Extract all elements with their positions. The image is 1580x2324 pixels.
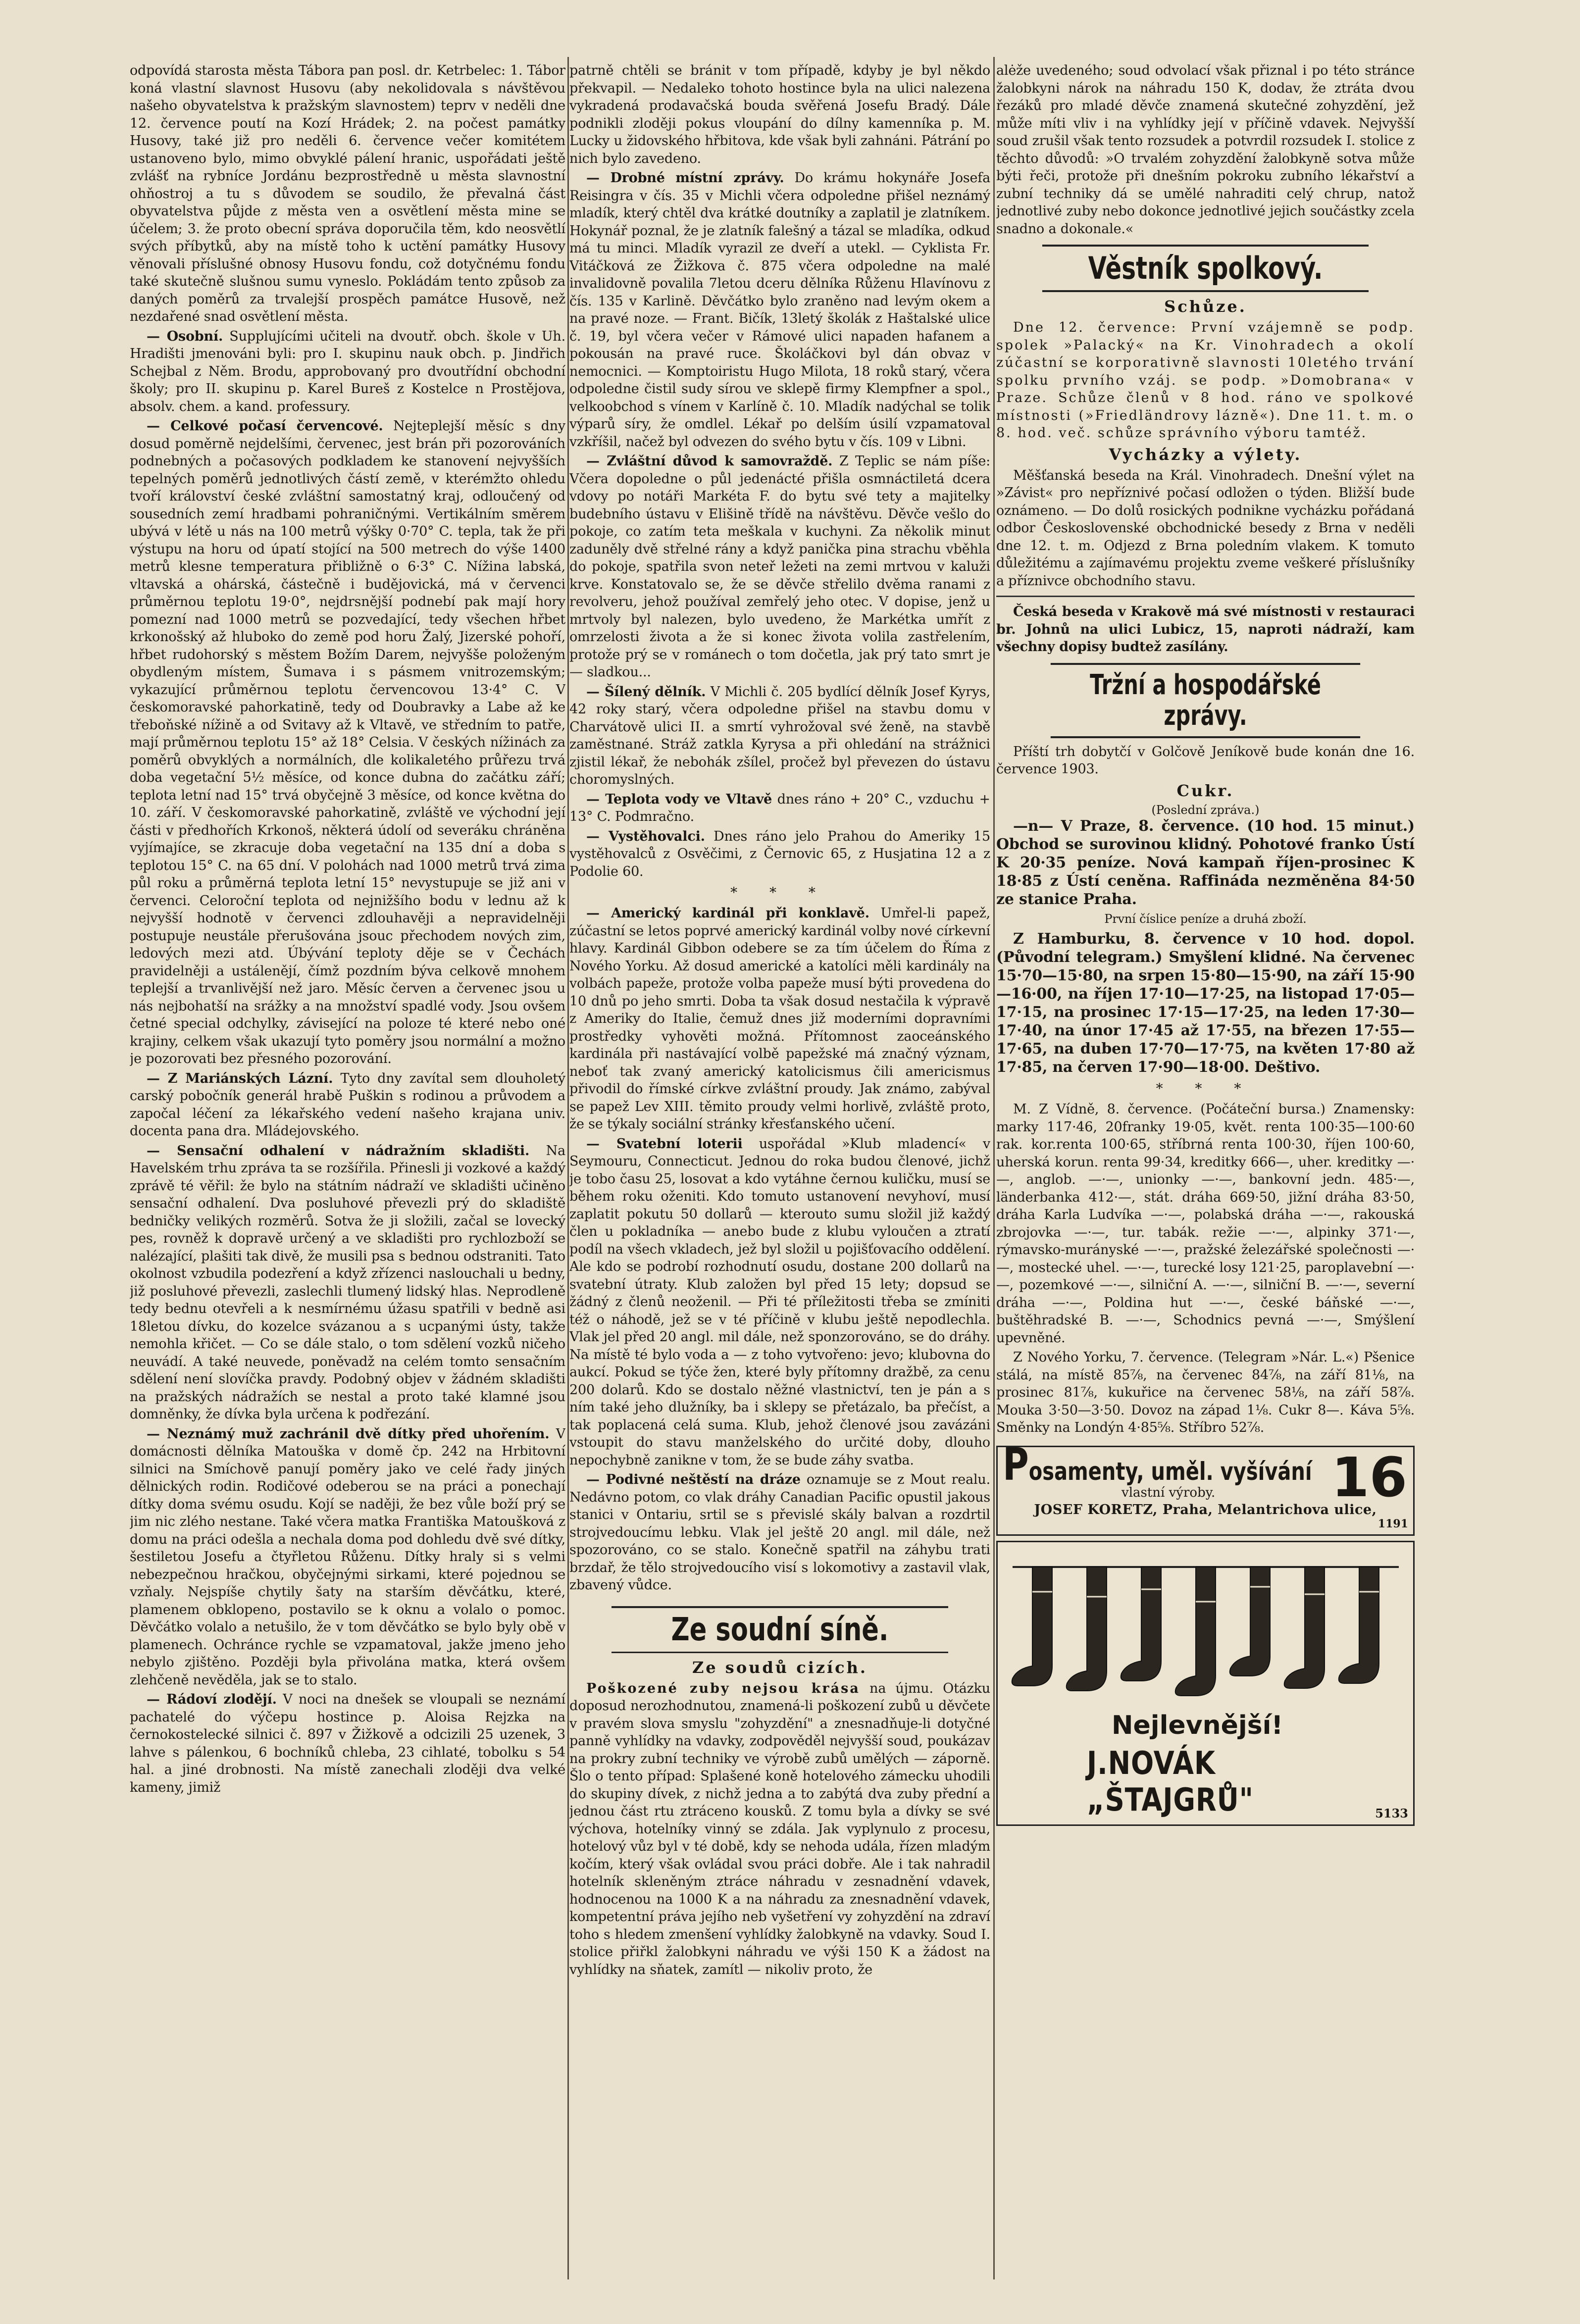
section-subheading: Schůze. (1164, 297, 1247, 316)
article-text: Měšťanská beseda na Král. Vinohradech. Dnešní výlet na »Závist« pro nepříznivé počasí odložen o týden. Bližší bude oznámeno. — Do dolů rosických podnikne vycházku pořádaná odbor Československé obchodnické besedy z Brna v neděli dne 12. t. m. Odjezd z Brna poledním vlakem. K tomuto důležitému a zajímavému projektu zveme veškeré příslušníky a příznivce obchodního stavu. (996, 467, 1415, 589)
article (569, 1680, 990, 1979)
article-text: Na Havelském trhu zpráva ta se rozšířila. Přinesli ji vozkové a každý zprávě té věřil: že bylo na státním nádraží ve skladišti učiněno sensační odhalení. Dva posluhové převezli prý do skladiště bedničky velikých rozměrů. Sotva že ji složili, začal se lovecký pes, rovněž k dopravě určený a ve skladišti pro rychlozboží se nalézající, plašiti tak divě, že musili psa s bednou odstraniti. Tato okolnost vzbudila podezření a když zřízenci naslouchali u bedny, již posluhové převezli, zaslechli tlumený lidský hlas. Neprodleně tedy bednu otevřeli a k nesmírnému úžasu spatřili v bedně asi 18letou dívku, do kozelce svázanou a s ucpanými ústy, takže nemohla křičet. — Co se dále stalo, o tom sdělení vozků ničeho neuvádí. A také neuvede, poněvadž na celém tomto sensačním sdělení není slovíčka pravdy. Podobný objev v žádném skladišti na pražských nádražích se nestal a proto také klamné jsou domněnky, že dívka byla určena k podřezání. (130, 1143, 565, 1422)
article (569, 453, 990, 681)
section-masthead-associations: Věstník spolkový. (1042, 245, 1369, 292)
article-text: V domácnosti dělníka Matouška v domě čp. 242 na Hrbitovní silnici na Smíchově panují poměry jako ve celé řady jiných dělnických rodin. Rodičové odeberou se na práci a ponechají dítky doma svému osudu. Kojí se naději, že bez vůle boží prý se jim nic zlého nestane. Také včera matka Františka Matoušková z domu na práci odešla a nechala doma pod dohledu dvě své dítky, šestiletou Josefu a čtyřletou Růženu. Dítky hraly si s velmi nebezpečnou hračkou, obyčejnými sirkami, které pojednou se vzňaly. Nejspíše chytily šaty na starším děvčátku, které, plamenem obklopeno, postavilo se k oknu a volalo o pomoc. Děvčátko volalo a netušilo, že v tom děvčátko se bylo byly obě v plamenech. Ochránce rychle se vzpamatoval, jakže jmeno jeho nebylo zjištěno. Později byla přivolána matka, která ovšem zlehčeně nevěděla, jak se to stalo. (130, 1426, 565, 1688)
article-text: Z Teplic se nám píše: Včera dopoledne o půl jedenácté přišla osmnáctiletá dcera vdovy po notáři Markéta F. do bytu své tety a majitelky budebního ústavu v Elišině třídě na návštěvu. Děvče vešlo do pokoje, co zatím teta meškala v kuchyni. Za několik minut zaduněly dvě střelné rány a když panička pina strachu vběhla do pokoje, spatřila svon neteř ležeti na zemi mrtvou v kaluži krve. Konstatovalo se, že se děvče střelilo dvěma ranami z revolveru, jehož používal zemřelý jeho otec. V dopise, jenž u mrtvoly byl nalezen, bylo uvedeno, že Markétka umřít z omrzelosti života a že si konec života volila zastřelením, protože prý se v románech o tom dočetla, jak prý tato smrt je — sladkou... (569, 454, 990, 680)
advertisement-posamenty (996, 1438, 1415, 1536)
article-heading: — Podivné neštěstí na dráze (586, 1472, 801, 1487)
ad-brand: J.NOVÁK „ŠTAJGRŮ" (1087, 1745, 1254, 1819)
column-2 (569, 62, 990, 2274)
section-separator: * * * (1156, 1080, 1255, 1097)
article-text: na újmu. Otázku doposud nerozhodnutou, znamená-li poškození zubů u děvčete v pravém slova smyslu "zohyzdění" a znesnadňuje-li dotyčné panně vyhlídky na vdavky, zodpověděl nejvyšší soud, poukázav na prokry zubní techniky ve výrobě zubů umělých — záporně. Šlo o tento případ: Splašené koně hotelového zámecku uhodili do skupiny dívek, z nichž jedna a to zabýtá dva zuby přední a jednou část rtu ztráceno kousků. Z tomu byla a dívky se své výchova, hotelníky vinný se zdála. Jak vyplynulo z procesu, hotelový vůz byl v té době, kdy se nehoda udála, řízen mladým kočím, který však ovládal svou práci dobře. Ale i tak nahradil hotelník skleněným ztráce náhradu v zesnadnění vdavek, hodnocenou na 1000 K a na náhradu za znesnadnění vdavek, kompetentní práva jejího neb vyšetření vy zohyzdění na zdraví toho s hledem zmenšení vyhlídky žalobkyně na vdavky. Soud I. stolice přiřkl žalobkyni náhradu ve výši 150 K a žádost na vyhlídky na sňatek, zamítl — nikoliv proto, že (569, 1680, 990, 1977)
article-text: patrně chtěli se bránit v tom případě, kdyby je byl někdo překvapil. — Nedaleko tohoto hostince byla na ulici nalezena vykradená prodavačská bouda svěřená Josefu Bradý. Dále podnikli zloději pokus vloupání do dílny kamenníka p. M. Lucky u židovského hřbitova, kde však byli zahnáni. Pátrání po nich bylo zavedeno. (569, 63, 990, 166)
article (130, 328, 565, 416)
article-text: Tyto dny zavítal sem dlouholetý carský pobočník generál hrabě Puškin s rodinou a průvodem a započal léčení za lékařského vedení našeho krajana univ. docenta pana dra. Mládejovského. (130, 1070, 565, 1139)
article (569, 905, 990, 1133)
article-heading: — Celkové počasí červencové. (147, 418, 383, 434)
section-subheading: Cukr. (1176, 781, 1234, 800)
article-text: Nejteplejší měsíc s dny dosud poměrně nejdelšími, červenec, jest brán při pozorováních podnebných a počasových podkladem ke stanovení nejvyšších tepelných poměrů jednotlivých částí země, v kterémžto ohledu tvoří království české zvláštní samostatný kraj, odloučený od sousedních zemí hradbami pohraničnými. Vertikálním směrem ubývá v létě u nás na 100 metrů výšky 0·70° C. tepla, tak že při výstupu na horu od úpatí stojící na 500 metrech do výše 1400 metrů klesne temperatura přibližně o 6·3° C. Nížina labská, vltavská a ohárská, částečně i budějovická, má v červenci průměrnou teplotu 19·0°, nejdrsnější podnebí pak mají hory pomezní nad 1000 metrů se pozvedající, tedy všechen hřbet krkonošský až hluboko do země pod horu Žalý, Jizerské pohoří, hřbet rudohorský s městem Božím Darem, nejvyšše položeným obydleným místem, Šumava i s pásmem vnitrozemským; vykazující průměrnou teplotu červencovou 13·4° C. V českomoravské pahorkatině, tedy od Doubravky a Labe až ke třeboňské nížině a od Svitavy až k Vltavě, ve středním to patře, mají průměrnou teplotu 15° až 18° Celsia. V českých nížinách za poměrů obvyklých a normálních, dle kolikaletého průřezu trvá doba vegetační 5½ měsíce, od konce dubna do začátku září; teplota letní nad 15° trvá obyčejně 3 měsíce, od konce května do 10. září. V českomoravské pahorkatině, zvláště ve východní její části v předhořích Krkonoš, některá údolí od severáku chráněna vyjímajíce, se zkracuje doba vegetační na 135 dní a doba s teplotou 15° C. na 65 dní. V polohách nad 1000 metrů trvá zima půl roku a průměrná teplota letní 15° nevystupuje se již ani v červenci. Celoroční teplota od nejnižšího bodu v lednu až k nejvyšší hodnotě v červenci zdlouhavěji a nepravidelněji postupuje neustále přerušována jsouc přechodem nových zim, ledových mezi atd. Úbývání teploty děje se v Čechách pravidelněji a ustálenějí, čímž pozdním býva celkově mnohem teplejší a trvanlivější než jaro. Měsíc červen a červenec jsou u nás nejbohatší na srážky a na množství spadlé vody. Jsou ovšem četné special odchylky, závisející na poloze té které nebo oné krajiny, celkem však ukazují tyto poměry jsou normální a možno je pozorovati bez přesného pozorování. (130, 418, 565, 1066)
article-text: oznamuje se z Mout realu. Nedávno potom, co vlak dráhy Canadian Pacific opustil jakous stanici v Ontariu, srtil se s převislé skály balvan a rozdrtil strojvedoucímu lebku. Vlak jel ještě 20 angl. mil dále, než spozorováno, co se stalo. Konečně spatřil na záhybu trati brzdař, že tělo strojvedoucího visí s lokomotivy a zastavil vlak, zbavený vůdce. (569, 1472, 990, 1593)
article-text: dnes ráno + 20° C., vzduchu + 13° C. Podmračno. (569, 791, 990, 824)
article-heading: — Americký kardinál při konklavě. (586, 906, 869, 921)
article-heading: — Rádoví zlodějí. (147, 1692, 277, 1707)
article-text: odpovídá starosta města Tábora pan posl. dr. Ketrbelec: 1. Tábor koná vlastní slavnost Husovu (aby nekolidovala s návštěvou našeho obyvatelstva k pražským slavnostem) teprv v neděli dne 12. července poutí na Kozí Hrádek; 2. na počest památky Husovy, také již pro neděli 6. července večer komitétem ustanoveno bylo, mimo obvyklé pálení hranic, uspořádati ještě zvlášť na rybníce Jordánu bezprostředně u města slavnostní ohňostroj a tu s důvodem se soudilo, že převalná část obyvatelstva půjde z města ven a osvětlení města mine se účelem; 3. že proto obecní správa doporučila těm, kdo neosvětlí svých příbytků, aby na místě toho k uctění památky Husovy věnovali příslušné obnosy Husovu fondu, což dotyčnému fondu také skutečně slušnou sumu vyneslo. Pokládám tento způsob za daných poměrů za trvalejší prospěch památce Husově, než nezdařené snad osvětlení města. (130, 63, 565, 324)
ad-code: 5133 (1375, 1806, 1408, 1820)
ad-number: 16 (1331, 1445, 1407, 1509)
article (130, 417, 565, 1068)
article (569, 791, 990, 826)
article-text: Příští trh dobytčí v Golčově Jeníkově bude konán dne 16. července 1903. (996, 744, 1415, 777)
ad-title (1003, 1438, 1327, 1491)
article-text: Do krámu hokynáře Josefa Reisingra v čís. 35 v Michli včera odpoledne přišel neznámý mladík, který chtěl dva krátké doutníky a zaplatil je zlatníkem. Hokynář poznal, že je zlatník falešný a tázal se mladíka, odkud má tu minci. Mladík vyrazil ze dveří a utekl. — Cyklista Fr. Vitáčková ze Žižkova č. 875 včera odpoledne na malé invalidovně povalila 7letou dceru dělníka Růženu Hlavínovu z čís. 135 v Karlině. Děvčátko bylo zraněno nad levým okem a na pravé noze. — Frant. Bičík, 13letý školák z Haštalské ulice č. 19, byl včera večer v Rámové ulici napaden hafanem a pokousán na pravé ruce. Školáčkovi byl dán obvaz v nemocnici. — Komptoiristu Hugo Milota, 18 roků starý, včera odpoledne čistil sudy sírou ve sklepě firmy Klempfner a spol., velkoobchod s vínem v Karlíně č. 10. Mladík nadýchal se tolik výparů síry, že omdlel. Lékař po delším úsilí vzpamatoval vzkříšil, načež byl odvezen do svého bytu v čís. 109 v Libni. (569, 170, 990, 450)
section-subheading: Ze soudů cizích. (692, 1658, 868, 1677)
section-masthead-market: Tržní a hospodářské zprávy. (1051, 663, 1360, 738)
article (130, 1425, 565, 1689)
article-heading: — Neznámý muž zachránil dvě dítky před uhořením. (147, 1426, 550, 1442)
article-text: —n— V Praze, 8. července. (10 hod. 15 minut.) Obchod se surovinou klidný. Pohotové franko Ústí K 20·35 peníze. Nová kampaň říjen-prosinec K 18·85 z Ústí ceněna. Raffináda nezměněna 84·50 ze stanice Praha. (996, 817, 1415, 908)
article (130, 1691, 565, 1796)
ad-title-text: osamenty, uměl. vyšívání (1028, 1457, 1312, 1486)
section-note: (Poslední zpráva.) (1151, 803, 1260, 817)
article-heading: Poškozené zuby nejsou krása (586, 1680, 860, 1696)
article-text: Supplujícími učiteli na dvoutř. obch. škole v Uh. Hradišti jmenováni byli: pro I. skupinu nauk obch. p. Jindřich Schejbal z Něm. Brodu, approbovaný pro dvoutřídní obchodní školy; pro II. skupinu p. Karel Bureš z Kostelce n Prostějova, absolv. chem. a kand. professury. (130, 328, 565, 414)
ad-initial: P (1003, 1438, 1029, 1491)
advertisement-stockings (996, 1541, 1415, 1826)
article (569, 1135, 990, 1469)
article-text: Česká beseda v Krakově má své místnosti v restauraci br. Johnů na ulici Lubicz, 15, naproti nádraží, kam všechny dopisy budtež zasílány. (996, 604, 1415, 655)
article-text: V Michli č. 205 bydlící dělník Josef Kyrys, 42 roky starý, včera odpoledne přišel na stavbu domu v Charvátově ulici II. a smrtí vyhrožoval své ženě, na stavbě zaměstnané. Stráž zatkla Kyrysa a při ohledání na strážnici zjistil lékař, že nebohák zšílel, pročež byl převezen do ústavu choromyslných. (569, 684, 990, 787)
ad-code: 1191 (1377, 1517, 1408, 1530)
section-masthead-court: Ze soudní síně. (612, 1606, 948, 1653)
article-text: Dne 12. července: První vzájemně se podp. spolek »Palacký« na Kr. Vinohradech a okolí zúčastní se korporativně slavnosti 10letého trvání spolku prvního vzáj. se podp. »Domobrana« v Praze. Schůze členů v 8 hod. ráno ve spolkové místnosti (»Friedländrovy lázně«). Dne 11. t. m. o 8. hod. več. schůze správního výboru tamtéž. (996, 320, 1415, 441)
article (130, 1070, 565, 1140)
column-rule (993, 57, 995, 2279)
stockings-illustration-icon (1003, 1547, 1409, 1711)
section-subheading: Vycházky a výlety. (1109, 445, 1302, 464)
article-text: Dnes ráno jelo Prahou do Ameriky 15 vystěhovalců z Osvěčimi, z Černovic 65, z Husjatina 12 a z Podolie 60. (569, 828, 990, 879)
article-text: Z Nového Yorku, 7. července. (Telegram »Nár. L.«) Pšenice stálá, na místě 85⅞, na červenec 84⅞, na září 81⅛, na prosinec 81⅞, kukuřice na červenec 58⅛, na září 58⅞. Mouka 3·50—3·50. Dovoz na západ 1⅛. Cukr 8—. Káva 5⅝. Směnky na Londýn 4·85⅝. Stříbro 52⅞. (996, 1350, 1415, 1435)
ad-subtitle: vlastní výroby. (1121, 1485, 1216, 1500)
article (569, 828, 990, 881)
column-1 (130, 62, 565, 2274)
article-heading: — Z Mariánských Lázní. (147, 1070, 333, 1086)
article-heading: — Sensační odhalení v nádražním skladišti. (147, 1143, 530, 1159)
article (569, 169, 990, 451)
article-text: Z Hamburku, 8. července v 10 hod. dopol. (Původní telegram.) Smyšlení klidné. Na červenec 15·70—15·80, na srpen 15·80—15·90, na září 15·90—16·00, na říjen 17·10—17·25, na listopad 17·05—17·15, na prosinec 17·15—17·25, na leden 17·30—17·40, na únor 17·45 až 17·55, na březen 17·55—17·65, na duben 17·70—17·75, na květen 17·80 až 17·85, na červen 17·90—18·00. Deštivo. (996, 930, 1415, 1076)
article-heading: — Drobné místní zprávy. (586, 170, 784, 186)
article-text: uspořádal »Klub mladencí« v Seymouru, Connecticut. Jednou do roka budou členové, jichž je tobo času 25, losovat a kdo vytáhne černou kuličku, musí se během roku oženiti. Kdo tomuto ustanovení nevyhoví, musí zaplatit pokutu 50 dollarů — kterouto sumu složil již každý člen u pokladníka — anebo bude z klubu vyloučen a ztratí podíl na všech vkladech, jež byl složil u pojišťovacího oddělení. Ale kdo se podrobí rozhodnutí osudu, dostane 200 dollarů na svatební útraty. Klub založen byl před 15 lety; dopsud se žádný z členů neoženil. — Při té příležitosti třeba se zmíniti též o náhodě, jež se v té příčině v klubu ještě nepodlechla. Vlak jel před 20 angl. mil dále, než sponzorováno, se do dráhy. Na místě té bylo voda a — z toho vytvořeno: jevo; klubovna do aukcí. Pokud se týče žen, které byly přítomny dražbě, za cenu 200 dolarů. Kdo se dostalo něžné vlastnictví, ten je pán a s ním také jeho dlužníky, ba i sklepy se přetázalo, ba přečíst, a tak poplacená celá suma. Klub, jehož členové jsou zavázáni vstoupit do stavu manželského do určité doby, dlouho nepochybně zanikne v tom, že se bude záhy svatba. (569, 1136, 990, 1468)
article-text: V noci na dnešek se vloupali se neznámí pachatelé do výčepu hostince p. Aloisa Rejzka na černokostelecké silnici č. 897 v Žižkově a odcizili 25 uzenek, 3 lahve s pálenkou, 6 bochníků chleba, 23 cihlaté, tobolku s 54 hal. a jiné drobnosti. Na místě zanechali zloději dva velké kameny, jimiž (130, 1692, 565, 1795)
article-heading: — Osobní. (147, 328, 223, 344)
article (569, 1471, 990, 1594)
ad-address: JOSEF KORETZ, Praha, Melantrichova ulice, (1034, 1502, 1377, 1517)
article-text: alėže uvedeného; soud odvolací však přiznal i po této stránce žalobkyni nárok na náhradu 150 K, dodav, že ztráta dvou řezáků pro mladé děvče znamená skutečné zohyzdění, jež může míti vliv i na vyhlídky její v příčině vdavek. Nejvyšší soud zrušil však tento rozsudek a potvrdil rozsudek I. stolice z těchto důvodů: »O trvalém zohyzdění žalobkyně sotva může býti řeči, protože při dnešním pokroku zubního lékařství a zubní techniky dá se umělé nahraditi celý chrup, natož jednotlivé zuby nebo dokonce jednotlivé jejich součástky zcela snadno a dokonale.« (996, 63, 1415, 237)
article (569, 683, 990, 789)
article-text: První číslice peníze a druhá zboží. (1104, 911, 1307, 926)
article-heading: — Teplota vody ve Vltavě (586, 791, 772, 807)
ad-slogan: Nejlevnější! (1112, 1710, 1283, 1740)
divider (996, 596, 1415, 597)
article-heading: — Svatební loterii (586, 1136, 743, 1152)
article (130, 1142, 565, 1423)
article-heading: — Šílený dělník. (586, 684, 706, 700)
article-heading: — Vystěhovalci. (586, 828, 705, 844)
article-text: Umřel-li papež, zúčastní se letos poprvé americký kardinál volby nové církevní hlavy. Kardinál Gibbon odebere se za tím účelem do Říma z Nového Yorku. Až dosud americké a katolíci měli kardinály na volbách papeže, protože volba papeže musí býti provedena do 10 dnů po jeho smrti. Doba ta však dosud nestačila k výpravě z Ameriky do Italie, čemuž dnes již moderními dopravními prostředky vyhověti možná. Přítomnost zaoceánského kardinála při nastávající volbě papežské má značný význam, neboť tak zvaný americký katolicismus čili americismus přivodil do římské církve zvláštní proudy. Jak známo, zabýval se papež Lev XIII. těmito proudy velmi horlivě, zvláště proto, že se týkaly sociální stránky křesťanského učení. (569, 906, 990, 1132)
column-3 (996, 62, 1415, 2274)
column-rule (567, 57, 569, 2279)
section-separator: * * * (730, 884, 829, 901)
article-text: M. Z Vídně, 8. července. (Počáteční bursa.) Znamensky: marky 117·46, 20franky 19·05, květ. renta 100·35—100·60 rak. kor.renta 100·65, stříbrná renta 100·30, říjen 100·60, uherská korun. renta 99·34, kreditky 666—, uher. kreditky —·—, anglob. —·—, unionky —·—, bankovní jedn. 485·—, länderbanka 412·—, stát. dráha 669·50, jižní dráha 83·50, dráha Karla Ludvíka —·—, polabská dráha —·—, rakouská zbrojovka —·—, tur. tabák. režie —·—, alpinky 371·—, rýmavsko-murányské —·—, pražské železářské společnosti —·—, mostecké uhel. —·—, turecké losy 121·25, paroplavební —·—, pozemkové —·—, silniční A. —·—, silniční B. —·—, severní dráha —·—, Poldina hut —·—, české báňské —·—, buštěhradské B. —·—, Schodnics pevná —·—, Smýšlení upevněné. (996, 1102, 1415, 1346)
article-heading: — Zvláštní důvod k samovraždě. (586, 454, 833, 469)
